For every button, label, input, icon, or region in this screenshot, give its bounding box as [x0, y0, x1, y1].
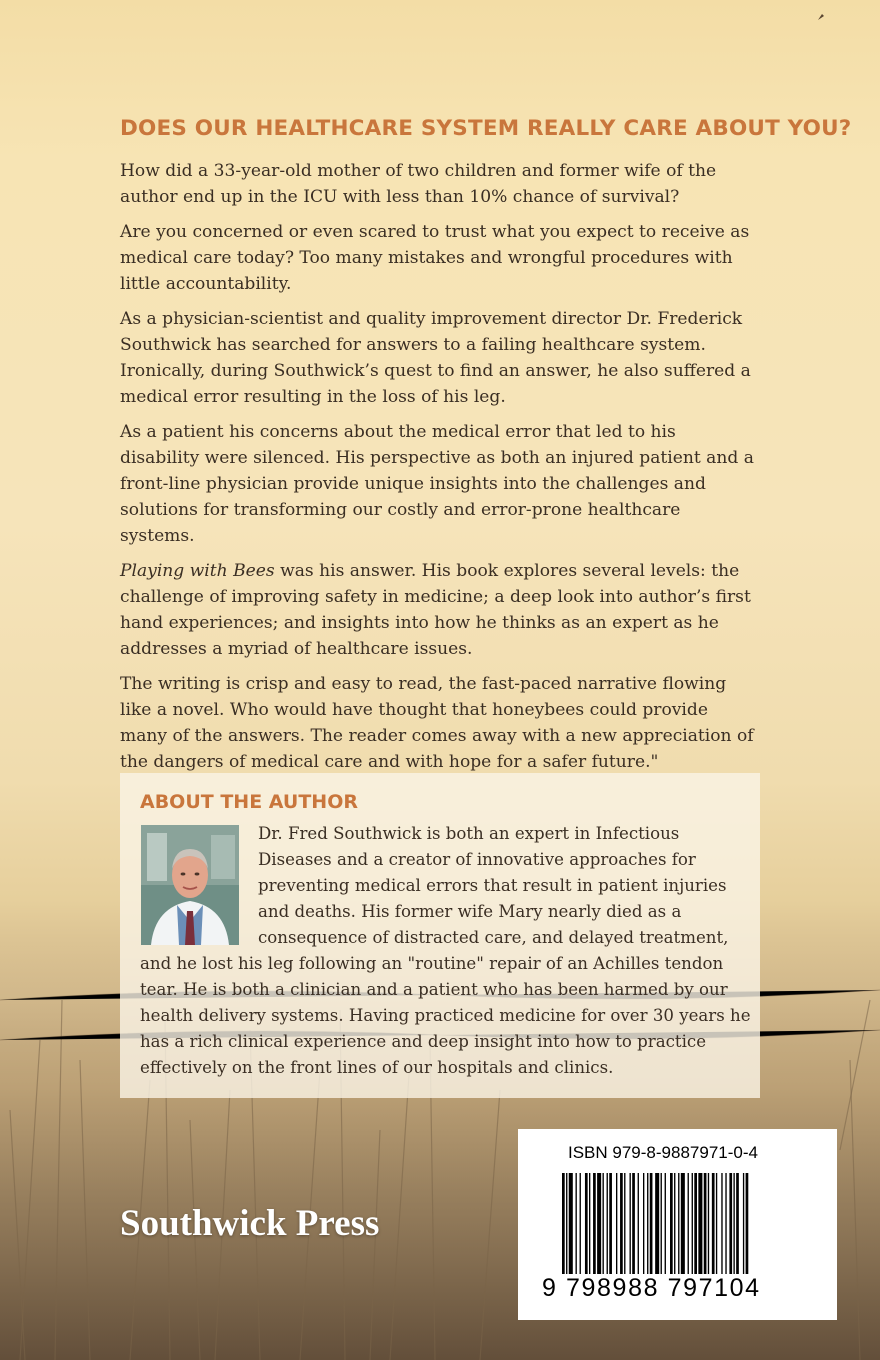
photo-wrap-space [140, 821, 258, 949]
isbn-label: ISBN 979-8-9887971-0-4 [568, 1143, 758, 1162]
publisher-name: Southwick Press [120, 1203, 380, 1244]
blurb-paragraph-4: As a patient his concerns about the medical error that led to his disability were silenced. His perspective as both an injured patient and a front-line physician provide unique insights into the challenges and solutions for transforming our costly and error-prone healthcare systems. [120, 422, 754, 546]
blurb-paragraph-5-text: was his answer. His book explores several levels: the challenge of improving safety in medicine; a deep look into author’s first hand experiences; and insights into how he thinks as an expert as he addresses a myriad of healthcare issues. [120, 561, 751, 659]
about-author-title: ABOUT THE AUTHOR [140, 791, 358, 813]
blurb-paragraph-3: As a physician-scientist and quality improvement director Dr. Frederick Southwick has searched for answers to a failing healthcare system. Ironically, during Southwick’s quest to find an answer, he also suffered a medical error resulting in the loss of his leg. [120, 309, 751, 407]
about-author-text [140, 821, 752, 1081]
bee-speck [818, 14, 824, 20]
book-title: Playing with Bees [120, 561, 275, 581]
blurb [120, 158, 760, 784]
barcode-digits: 9 798988 797104 [542, 1274, 822, 1303]
blurb-paragraph-6: The writing is crisp and easy to read, the fast-paced narrative flowing like a novel. Who would have thought that honeybees could provide many of the answers. The reader comes away with a new appreciation of the dangers of medical care and with hope for a safer future." [120, 674, 754, 772]
blurb-paragraph-1: How did a 33-year-old mother of two children and former wife of the author end up in the ICU with less than 10% chance of survival? [120, 161, 717, 207]
about-author-box [120, 773, 760, 1098]
blurb-paragraph-2: Are you concerned or even scared to trust what you expect to receive as medical care today? Too many mistakes and wrongful procedures with little accountability. [120, 222, 750, 294]
isbn-barcode-box [518, 1129, 837, 1320]
about-author-body: Dr. Fred Southwick is both an expert in Infectious Diseases and a creator of innovative approaches for preventing medical errors that result in patient injuries and deaths. His former wife Mary nearly died as a consequence of distracted care, and delayed treatment, and he lost his leg following an "routine" repair of an Achilles tendon tear. He is both a clinician and a patient who has been harmed by our health delivery systems. Having practiced medicine for over 30 years he has a rich clinical experience and deep insight into how to practice effectively on the front lines of our hospitals and clinics. [140, 824, 751, 1077]
back-cover-headline: DOES OUR HEALTHCARE SYSTEM REALLY CARE ABOUT YOU? [120, 116, 852, 141]
blurb-paragraph-5 [120, 558, 760, 662]
